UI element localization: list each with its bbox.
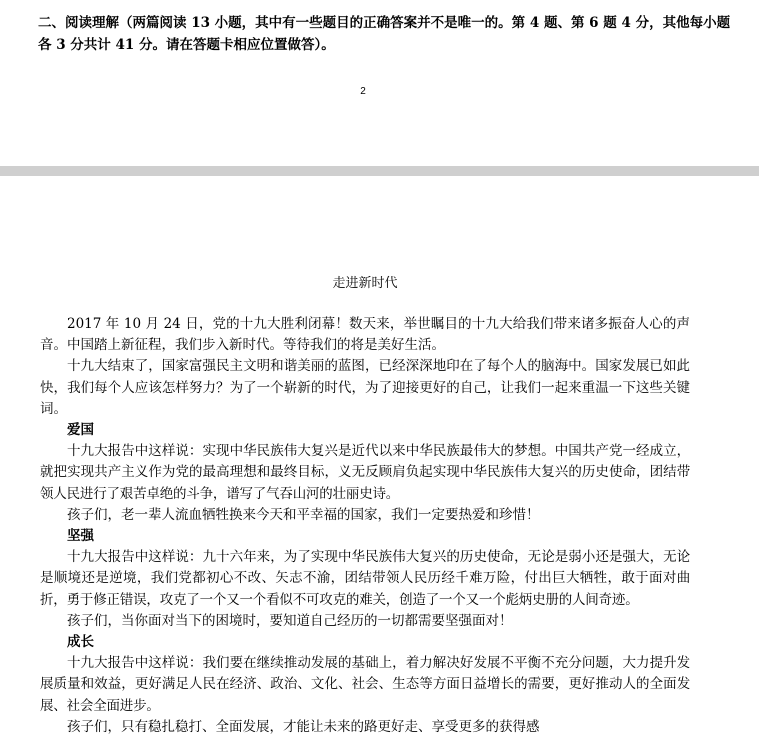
paragraph: 孩子们，当你面对当下的困境时，要知道自己经历的一切都需要坚强面对！	[67, 612, 513, 629]
keyword-heading: 爱国	[67, 422, 94, 439]
paragraph: 十九大结束了，国家富强民主文明和谐美丽的蓝图，已经深深地印在了每个人的脑海中。国家发展已如此快，我们每个人应该怎样努力？为了一个崭新的时代，为了迎接更好的自己，让我们一起来重温一下这些关键词。	[40, 358, 690, 417]
page-2	[0, 176, 759, 755]
paragraph: 十九大报告中这样说：九十六年来，为了实现中华民族伟大复兴的历史使命，无论是弱小还是强大，无论是顺境还是逆境，我们党都初心不改、矢志不渝，团结带领人民历经千难万险，付出巨大牺牲，敢于面对曲折，勇于修正错误，攻克了一个又一个看似不可攻克的难关，创造了一个又一个彪炳史册的人间奇迹。	[40, 549, 690, 608]
paragraph: 2017 年 10 月 24 日，党的十九大胜利闭幕！数天来，举世瞩目的十九大给我们带来诸多振奋人心的声音。中国踏上新征程，我们步入新时代。等待我们的将是美好生活。	[40, 316, 690, 354]
page-number: 2	[360, 86, 366, 97]
paragraph: 十九大报告中这样说：实现中华民族伟大复兴是近代以来中华民族最伟大的梦想。中国共产党一经成立，就把实现共产主义作为党的最高理想和最终目标，义无反顾肩负起实现中华民族伟大复兴的历史使命，团结带领人民进行了艰苦卓绝的斗争，谱写了气吞山河的壮丽史诗。	[40, 443, 690, 502]
article-body	[40, 314, 690, 738]
paragraph: 孩子们，只有稳扎稳打、全面发展，才能让未来的路更好走、享受更多的获得感	[67, 718, 540, 735]
section-heading: 二、阅读理解（两篇阅读 13 小题，其中有一些题目的正确答案并不是唯一的。第 4 题、第 6 题 4 分，其他每小题各 3 分共计 41 分。请在答题卡相应位置做答）。	[38, 15, 731, 53]
page-separator	[0, 166, 759, 176]
article-title: 走进新时代	[332, 276, 398, 291]
page-1	[0, 0, 759, 166]
keyword-heading: 成长	[67, 634, 94, 651]
paragraph: 孩子们，老一辈人流血牺牲换来今天和平幸福的国家，我们一定要热爱和珍惜！	[67, 506, 540, 523]
keyword-heading: 坚强	[67, 528, 94, 545]
paragraph: 十九大报告中这样说：我们要在继续推动发展的基础上，着力解决好发展不平衡不充分问题，大力提升发展质量和效益，更好满足人民在经济、政治、文化、社会、生态等方面日益增长的需要，更好推动人的全面发展、社会全面进步。	[40, 655, 690, 714]
